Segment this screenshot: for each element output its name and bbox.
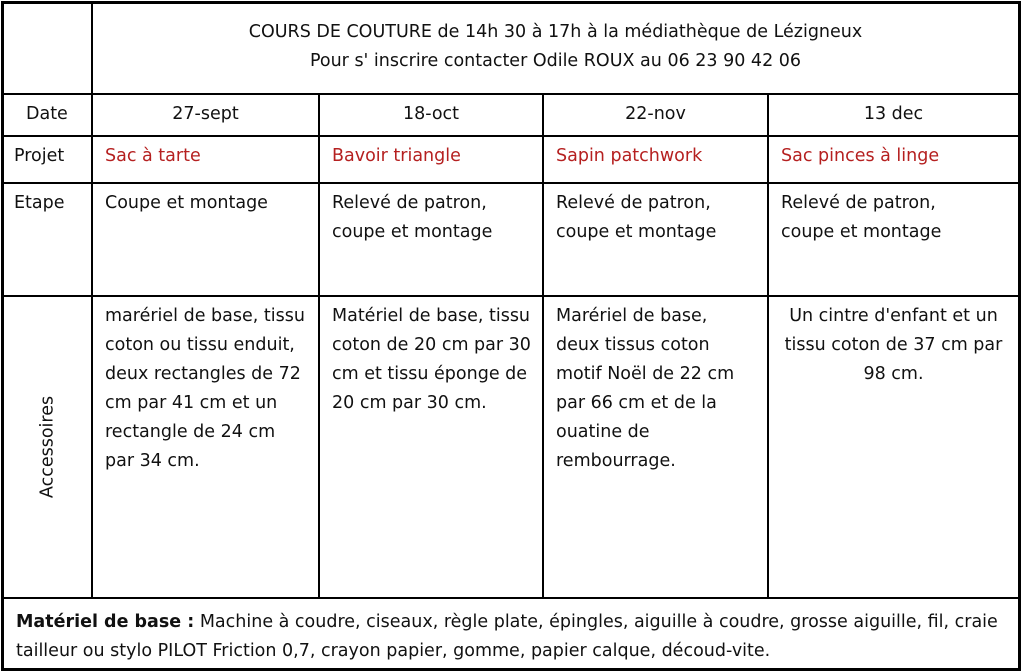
project-cell-1: Sac à tarte (92, 136, 319, 183)
step-cell-2: Relevé de patron, coupe et montage (319, 183, 543, 296)
row-label-accessoires-cell (1, 296, 92, 598)
accessories-cell-1: marériel de base, tissu coton ou tissu enduit, deux rectangles de 72 cm par 41 cm et un rectangle de 24 cm par 34 cm. (92, 296, 319, 598)
row-label-date: Date (1, 94, 92, 136)
date-cell-1: 27-sept (92, 94, 319, 136)
date-cell-3: 22-nov (543, 94, 768, 136)
row-label-etape: Etape (1, 183, 92, 296)
step-cell-1: Coupe et montage (92, 183, 319, 296)
header-line-1: COURS DE COUTURE de 14h 30 à 17h à la médiathèque de Lézigneux (248, 22, 863, 42)
project-cell-3: Sapin patchwork (543, 136, 768, 183)
accessories-cell-2: Matériel de base, tissu coton de 20 cm par 30 cm et tissu éponge de 20 cm par 30 cm. (319, 296, 543, 598)
date-cell-4: 13 dec (768, 94, 1021, 136)
header-line-2: Pour s' inscrire contacter Odile ROUX au 06 23 90 42 06 (309, 51, 802, 71)
footer-text: Machine à coudre, ciseaux, règle plate, épingles, aiguille à coudre, grosse aiguille, fil, craie tailleur ou stylo PILOT Friction 0,7, crayon papier, gomme, papier calque, découd-vite. (16, 612, 998, 661)
accessories-cell-3: Marériel de base, deux tissus coton motif Noël de 22 cm par 66 cm et de la ouatine de rembourrage. (543, 296, 768, 598)
header-empty-cell (1, 1, 92, 94)
footer-label: Matériel de base : (16, 612, 195, 632)
footer-base-materials (1, 598, 1021, 671)
row-label-accessoires: Accessoires (37, 395, 57, 499)
accessories-cell-4: Un cintre d'enfant et un tissu coton de 37 cm par 98 cm. (768, 296, 1021, 598)
step-cell-4: Relevé de patron, coupe et montage (768, 183, 1021, 296)
header-title (92, 1, 1021, 94)
project-cell-4: Sac pinces à linge (768, 136, 1021, 183)
date-cell-2: 18-oct (319, 94, 543, 136)
project-cell-2: Bavoir triangle (319, 136, 543, 183)
row-label-projet: Projet (1, 136, 92, 183)
step-cell-3: Relevé de patron, coupe et montage (543, 183, 768, 296)
